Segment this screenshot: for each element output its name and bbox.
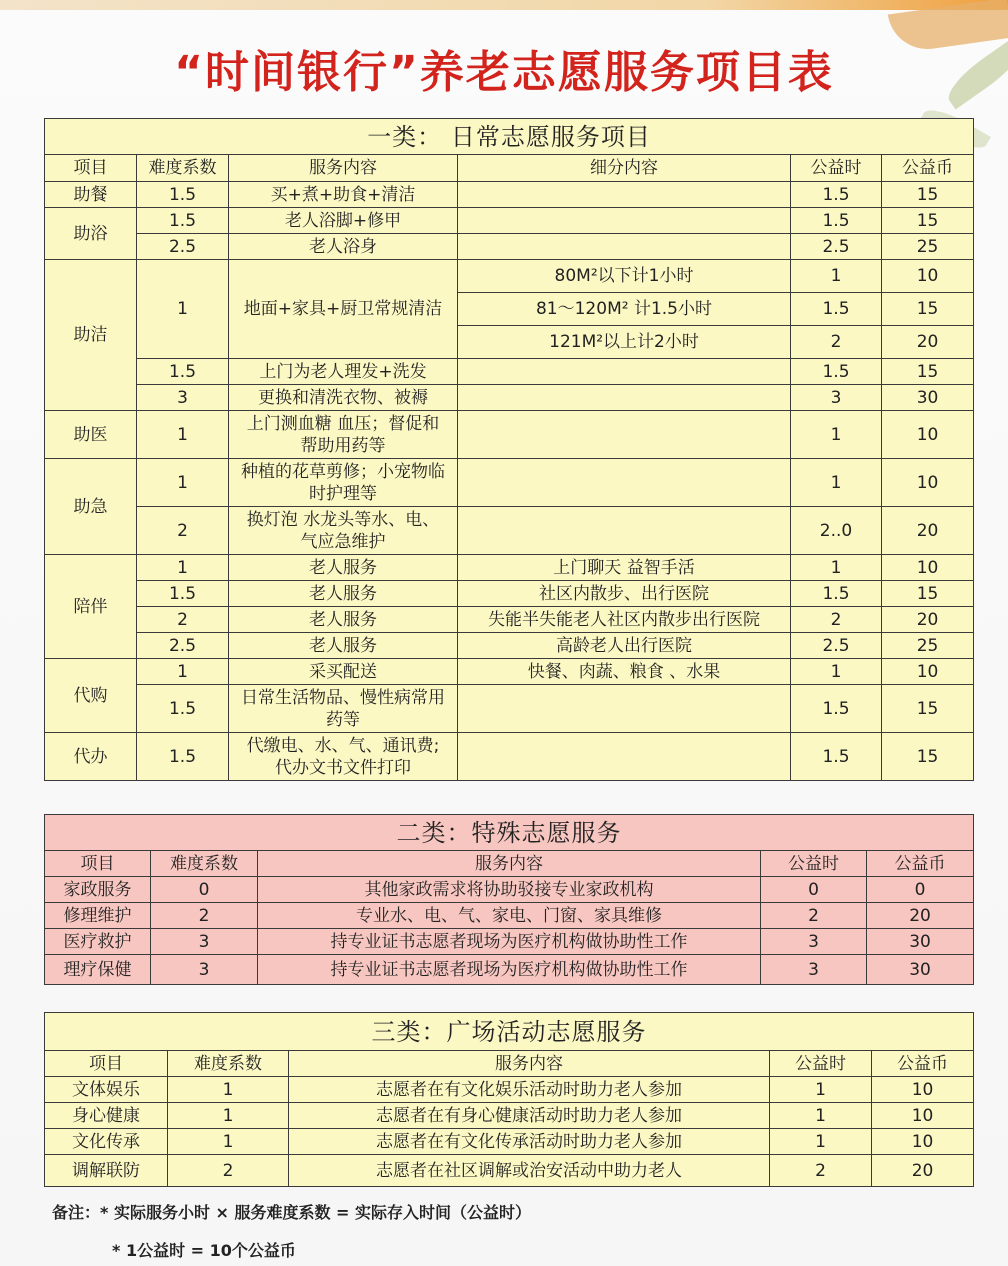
difficulty-cell: 1	[168, 1129, 289, 1155]
hours-cell: 3	[761, 955, 867, 985]
coins-cell: 10	[882, 459, 974, 507]
category-cell: 医疗救护	[45, 929, 151, 955]
category-cell: 代购	[45, 659, 137, 733]
hours-cell: 2	[761, 903, 867, 929]
coins-cell: 10	[872, 1077, 974, 1103]
detail-cell	[458, 359, 791, 385]
header-row	[45, 155, 974, 182]
content-cell: 上门为老人理发+洗发	[229, 359, 458, 385]
table-row	[45, 685, 974, 733]
content-line: 代缴电、水、气、通讯费;	[246, 735, 440, 756]
content-cell: 老人浴身	[229, 234, 458, 260]
header-row	[45, 851, 974, 877]
difficulty-cell: 1.5	[137, 581, 229, 607]
coins-cell: 10	[882, 555, 974, 581]
detail-cell	[458, 208, 791, 234]
hours-cell: 2..0	[791, 507, 882, 555]
footnote-formula: 备注：* 实际服务小时 × 服务难度系数 = 实际存入时间（公益时）	[52, 1203, 532, 1222]
difficulty-cell: 1	[137, 459, 229, 507]
coins-cell: 10	[882, 659, 974, 685]
content-cell: 买+煮+助食+清洁	[229, 182, 458, 208]
coins-cell: 20	[882, 326, 974, 359]
content-line: 气应急维护	[300, 531, 386, 552]
content-line: 换灯泡 水龙头等水、电、	[246, 509, 440, 530]
content-cell: 老人服务	[229, 633, 458, 659]
detail-cell: 121M²以上计2小时	[458, 326, 791, 359]
table-row	[45, 1103, 974, 1129]
table-row	[45, 903, 974, 929]
detail-cell	[458, 459, 791, 507]
difficulty-cell: 1	[137, 260, 229, 359]
content-line: 药等	[326, 709, 360, 730]
difficulty-cell: 0	[151, 877, 258, 903]
table-row	[45, 208, 974, 234]
coins-cell: 30	[867, 955, 974, 985]
table-row	[45, 607, 974, 633]
hours-cell: 1	[791, 411, 882, 459]
coins-cell: 10	[882, 411, 974, 459]
col-header: 服务内容	[229, 155, 458, 182]
content-cell: 更换和清洗衣物、被褥	[229, 385, 458, 411]
category-cell: 修理维护	[45, 903, 151, 929]
table-row	[45, 359, 974, 385]
difficulty-cell: 2	[137, 607, 229, 633]
hours-cell: 1.5	[791, 359, 882, 385]
table-row	[45, 459, 974, 507]
col-header: 公益币	[872, 1051, 974, 1077]
hours-cell: 1	[770, 1077, 872, 1103]
hours-cell: 1	[791, 459, 882, 507]
hours-cell: 2	[791, 607, 882, 633]
content-cell: 采买配送	[229, 659, 458, 685]
content-cell	[229, 411, 458, 459]
difficulty-cell: 2.5	[137, 633, 229, 659]
coins-cell: 15	[882, 182, 974, 208]
hours-cell: 1	[791, 555, 882, 581]
content-cell: 老人服务	[229, 555, 458, 581]
coins-cell: 30	[882, 385, 974, 411]
col-header: 公益时	[770, 1051, 872, 1077]
hours-cell: 2	[770, 1155, 872, 1187]
difficulty-cell: 2	[151, 903, 258, 929]
coins-cell: 25	[882, 633, 974, 659]
coins-cell: 15	[882, 359, 974, 385]
col-header: 服务内容	[258, 851, 761, 877]
content-cell: 地面+家具+厨卫常规清洁	[229, 260, 458, 359]
table-row	[45, 733, 974, 781]
coins-cell: 15	[882, 208, 974, 234]
difficulty-cell: 1	[137, 555, 229, 581]
col-header: 项目	[45, 1051, 168, 1077]
difficulty-cell: 1.5	[137, 208, 229, 234]
hours-cell: 1.5	[791, 293, 882, 326]
header-row	[45, 1051, 974, 1077]
detail-cell: 81～120M² 计1.5小时	[458, 293, 791, 326]
table-row	[45, 1077, 974, 1103]
category-cell: 理疗保健	[45, 955, 151, 985]
hours-cell: 1.5	[791, 208, 882, 234]
hours-cell: 3	[761, 929, 867, 955]
col-header: 项目	[45, 851, 151, 877]
difficulty-cell: 3	[151, 929, 258, 955]
detail-cell	[458, 182, 791, 208]
coins-cell: 30	[867, 929, 974, 955]
detail-cell: 快餐、肉蔬、粮食 、水果	[458, 659, 791, 685]
difficulty-cell: 2.5	[137, 234, 229, 260]
hours-cell: 1.5	[791, 733, 882, 781]
table-row	[45, 385, 974, 411]
content-cell: 其他家政需求将协助驳接专业家政机构	[258, 877, 761, 903]
hours-cell: 2.5	[791, 234, 882, 260]
table-row	[45, 260, 974, 293]
content-cell	[229, 733, 458, 781]
category-cell: 助浴	[45, 208, 137, 260]
difficulty-cell: 3	[151, 955, 258, 985]
coins-cell: 15	[882, 581, 974, 607]
table-row	[45, 1155, 974, 1187]
col-header: 公益时	[761, 851, 867, 877]
col-header: 项目	[45, 155, 137, 182]
table-row	[45, 633, 974, 659]
content-line: 时护理等	[309, 483, 377, 504]
hours-cell: 3	[791, 385, 882, 411]
category-cell: 代办	[45, 733, 137, 781]
table-row	[45, 581, 974, 607]
detail-cell	[458, 685, 791, 733]
content-cell	[229, 507, 458, 555]
table-row	[45, 182, 974, 208]
content-cell: 志愿者在有文化娱乐活动时助力老人参加	[289, 1077, 770, 1103]
page-title: “时间银行”养老志愿服务项目表	[174, 47, 834, 98]
content-cell: 志愿者在有文化传承活动时助力老人参加	[289, 1129, 770, 1155]
coins-cell: 10	[872, 1103, 974, 1129]
table-row	[45, 877, 974, 903]
content-line: 上门测血糖 血压；督促和	[246, 413, 440, 434]
detail-cell: 社区内散步、出行医院	[458, 581, 791, 607]
coins-cell: 10	[872, 1129, 974, 1155]
col-header: 公益时	[791, 155, 882, 182]
detail-cell: 上门聊天 益智手活	[458, 555, 791, 581]
coins-cell: 15	[882, 293, 974, 326]
category-cell: 助急	[45, 459, 137, 555]
content-cell: 老人服务	[229, 581, 458, 607]
category-cell: 家政服务	[45, 877, 151, 903]
section-title: 二类：特殊志愿服务	[45, 815, 974, 851]
hours-cell: 1	[770, 1129, 872, 1155]
hours-cell: 2	[791, 326, 882, 359]
hours-cell: 1.5	[791, 581, 882, 607]
difficulty-cell: 1.5	[137, 182, 229, 208]
difficulty-cell: 1.5	[137, 733, 229, 781]
content-line: 日常生活物品、慢性病常用	[241, 687, 445, 708]
hours-cell: 1.5	[791, 182, 882, 208]
content-cell: 志愿者在有身心健康活动时助力老人参加	[289, 1103, 770, 1129]
top-border-decoration	[0, 0, 1008, 10]
content-cell: 持专业证书志愿者现场为医疗机构做协助性工作	[258, 929, 761, 955]
footnote-conversion: * 1公益时 = 10个公益币	[112, 1241, 296, 1260]
content-cell	[229, 459, 458, 507]
coins-cell: 20	[882, 607, 974, 633]
difficulty-cell: 3	[137, 385, 229, 411]
difficulty-cell: 2	[137, 507, 229, 555]
hours-cell: 1	[770, 1103, 872, 1129]
content-cell: 志愿者在社区调解或治安活动中助力老人	[289, 1155, 770, 1187]
difficulty-cell: 1	[137, 659, 229, 685]
col-header: 服务内容	[289, 1051, 770, 1077]
category-cell: 调解联防	[45, 1155, 168, 1187]
table-row	[45, 411, 974, 459]
hours-cell: 0	[761, 877, 867, 903]
detail-cell	[458, 385, 791, 411]
coins-cell: 25	[882, 234, 974, 260]
content-cell: 老人服务	[229, 607, 458, 633]
difficulty-cell: 2	[168, 1155, 289, 1187]
coins-cell: 20	[882, 507, 974, 555]
difficulty-cell: 1.5	[137, 359, 229, 385]
coins-cell: 15	[882, 733, 974, 781]
table-row	[45, 955, 974, 985]
section-title: 三类：广场活动志愿服务	[45, 1013, 974, 1051]
detail-cell: 失能半失能老人社区内散步出行医院	[458, 607, 791, 633]
hours-cell: 2.5	[791, 633, 882, 659]
detail-cell	[458, 234, 791, 260]
col-header: 公益币	[882, 155, 974, 182]
category-cell: 文体娱乐	[45, 1077, 168, 1103]
difficulty-cell: 1	[168, 1077, 289, 1103]
difficulty-cell: 1	[168, 1103, 289, 1129]
detail-cell: 高龄老人出行医院	[458, 633, 791, 659]
col-header: 细分内容	[458, 155, 791, 182]
table-row	[45, 507, 974, 555]
content-line: 种植的花草剪修；小宠物临	[241, 461, 445, 482]
detail-cell: 80M²以下计1小时	[458, 260, 791, 293]
content-cell	[229, 685, 458, 733]
content-line: 代办文书文件打印	[275, 757, 411, 778]
col-header: 难度系数	[168, 1051, 289, 1077]
content-cell: 老人浴脚+修甲	[229, 208, 458, 234]
category-cell: 助洁	[45, 260, 137, 411]
hours-cell: 1.5	[791, 685, 882, 733]
coins-cell: 0	[867, 877, 974, 903]
content-line: 帮助用药等	[300, 435, 386, 456]
category-cell: 陪伴	[45, 555, 137, 659]
daily-services-table	[44, 118, 974, 781]
coins-cell: 20	[872, 1155, 974, 1187]
detail-cell	[458, 411, 791, 459]
table-row	[45, 555, 974, 581]
category-cell: 文化传承	[45, 1129, 168, 1155]
content-cell: 专业水、电、气、家电、门窗、家具维修	[258, 903, 761, 929]
category-cell: 助餐	[45, 182, 137, 208]
table-row	[45, 234, 974, 260]
col-header: 难度系数	[137, 155, 229, 182]
coins-cell: 20	[867, 903, 974, 929]
special-services-table	[44, 814, 974, 985]
category-cell: 身心健康	[45, 1103, 168, 1129]
section-title: 一类： 日常志愿服务项目	[45, 119, 974, 155]
hours-cell: 1	[791, 260, 882, 293]
hours-cell: 1	[791, 659, 882, 685]
table-row	[45, 659, 974, 685]
detail-cell	[458, 733, 791, 781]
col-header: 公益币	[867, 851, 974, 877]
difficulty-cell: 1	[137, 411, 229, 459]
difficulty-cell: 1.5	[137, 685, 229, 733]
category-cell: 助医	[45, 411, 137, 459]
detail-cell	[458, 507, 791, 555]
table-row	[45, 1129, 974, 1155]
coins-cell: 10	[882, 260, 974, 293]
content-cell: 持专业证书志愿者现场为医疗机构做协助性工作	[258, 955, 761, 985]
coins-cell: 15	[882, 685, 974, 733]
col-header: 难度系数	[151, 851, 258, 877]
square-activity-table	[44, 1012, 974, 1187]
table-row	[45, 929, 974, 955]
